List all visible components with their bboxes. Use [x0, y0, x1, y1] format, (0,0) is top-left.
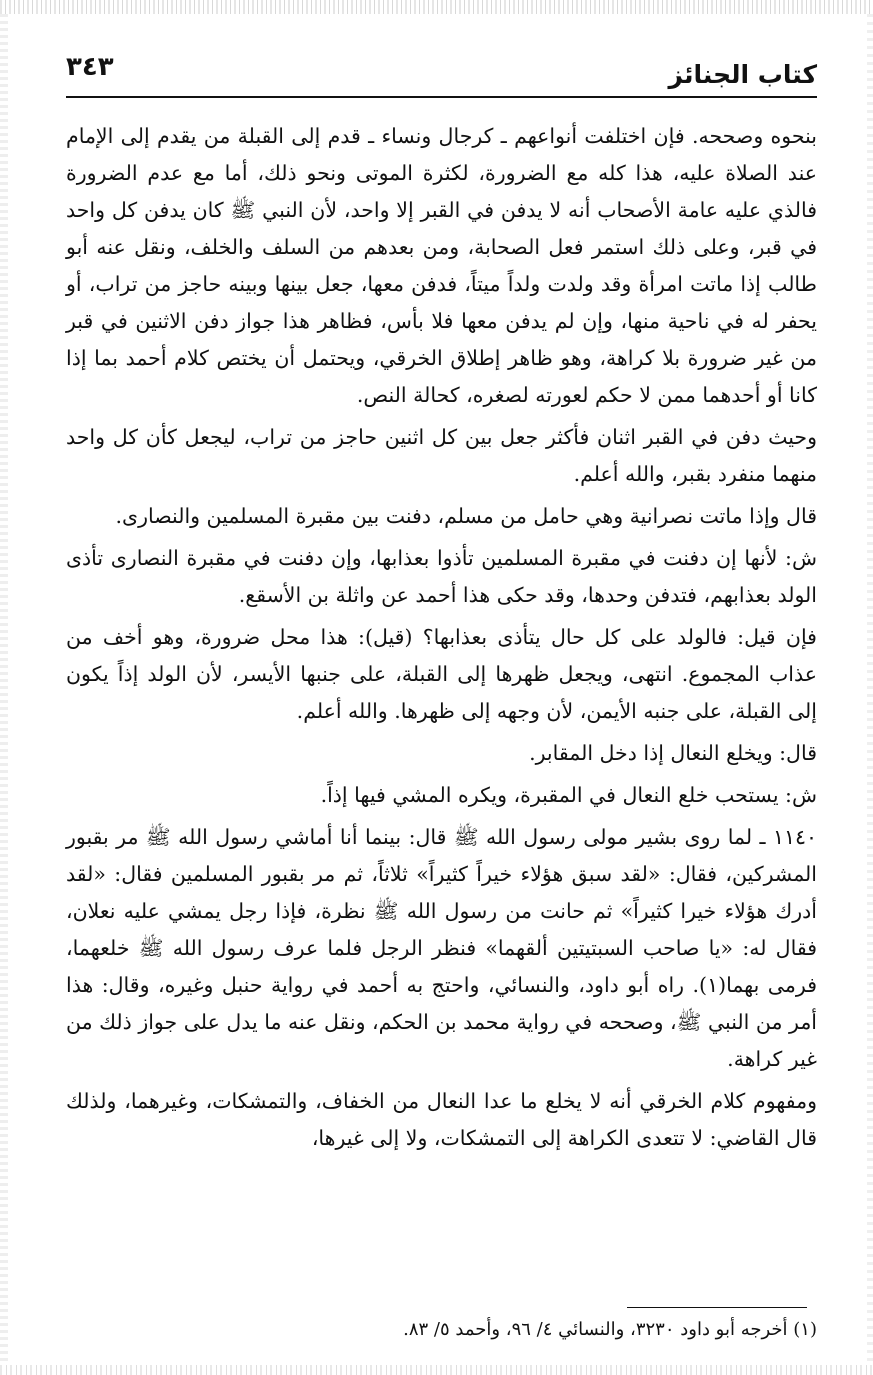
main-text — [66, 118, 817, 1162]
footnote-rule — [627, 1307, 807, 1308]
page-number: ٣٤٣ — [66, 52, 114, 82]
scan-edge-bottom — [0, 1365, 873, 1375]
paragraph-3: قال وإذا ماتت نصرانية وهي حامل من مسلم، دفنت بين مقبرة المسلمين والنصارى. — [115, 504, 817, 528]
paragraph-9: ومفهوم كلام الخرقي أنه لا يخلع ما عدا النعال من الخفاف، والتمشكات، وغيرهما، ولذلك قال القاضي: لا تتعدى الكراهة إلى التمشكات، ولا إلى غيرها، — [66, 1089, 817, 1150]
paragraph-2: وحيث دفن في القبر اثنان فأكثر جعل بين كل اثنين حاجز من تراب، ليجعل كأن كل واحد منهما منفرد بقبر، والله أعلم. — [66, 425, 817, 486]
paragraph-1: بنحوه وصححه. فإن اختلفت أنواعهم ـ كرجال ونساء ـ قدم إلى القبلة من يقدم إلى الإمام عند الصلاة عليه، هذا كله مع الضرورة، لكثرة الموتى ونحو ذلك، أما مع عدم الضرورة فالذي عليه عامة الأصحاب أنه لا يدفن في القبر إلا واحد، لأن النبي ﷺ كان يدفن كل واحد في قبر، وعلى ذلك استمر فعل الصحابة، ومن بعدهم من السلف والخلف، ونقل عنه أبو طالب إذا ماتت امرأة وقد ولدت ولداً ميتاً، فدفن معها، جعل بينها وبينه حاجز من تراب، أو يحفر له في ناحية منها، وإن لم يدفن معها فلا بأس، فظاهر هذا جواز دفن الاثنين في قبر من غير ضرورة بلا كراهة، وهو ظاهر إطلاق الخرقي، ويحتمل أن يختص كلام أحمد بما إذا كانا أو أحدهما ممن لا حكم لعورته لصغره، كحالة النص. — [66, 124, 817, 407]
paragraph-5: فإن قيل: فالولد على كل حال يتأذى بعذابها؟ (قيل): هذا محل ضرورة، وهو أخف من عذاب المجموع. انتهى، ويجعل ظهرها إلى القبلة، على جنبها الأيسر، لأن الولد إذاً يكون إلى القبلة، على جنبه الأيمن، لأن وجهه إلى ظهرها. والله أعلم. — [66, 625, 817, 723]
scan-edge-left — [0, 14, 8, 1365]
header-rule — [66, 96, 817, 98]
scan-edge-right — [867, 14, 873, 1365]
footnote-1: (١) أخرجه أبو داود ٣٢٣٠، والنسائي ٤/ ٩٦، وأحمد ٥/ ٨٣. — [403, 1319, 817, 1340]
paragraph-6: قال: ويخلع النعال إذا دخل المقابر. — [529, 741, 817, 765]
page-header — [66, 52, 817, 98]
paragraph-4: ش: لأنها إن دفنت في مقبرة المسلمين تأذوا بعذابها، وإن دفنت في مقبرة النصارى تأذى الولد بعذابهم، فتدفن وحدها، وقد حكى هذا أحمد عن واثلة بن الأسقع. — [66, 546, 817, 607]
chapter-title: كتاب الجنائز — [668, 60, 817, 89]
paragraph-8: ١١٤٠ ـ لما روى بشير مولى رسول الله ﷺ قال: بينما أنا أماشي رسول الله ﷺ مر بقبور المشركين، فقال: «لقد سبق هؤلاء خيراً كثيراً» ثلاثاً، ثم مر بقبور المسلمين فقال: «لقد أدرك هؤلاء خيرا كثيراً» ثم حانت من رسول الله ﷺ نظرة، فإذا رجل يمشي عليه نعلان، فقال له: «يا صاحب السبتيتين ألقهما» فنظر الرجل فلما عرف رسول الله ﷺ خلعهما، فرمى بهما(١). راه أبو داود، والنسائي، واحتج به أحمد في رواية حنبل وغيره، وقال: هذا أمر من النبي ﷺ، وصححه في رواية محمد بن الحكم، ونقل عنه ما يدل على جواز ذلك من غير كراهة. — [66, 825, 817, 1071]
paragraph-7: ش: يستحب خلع النعال في المقبرة، ويكره المشي فيها إذاً. — [320, 783, 817, 807]
scan-edge-top — [0, 0, 873, 14]
